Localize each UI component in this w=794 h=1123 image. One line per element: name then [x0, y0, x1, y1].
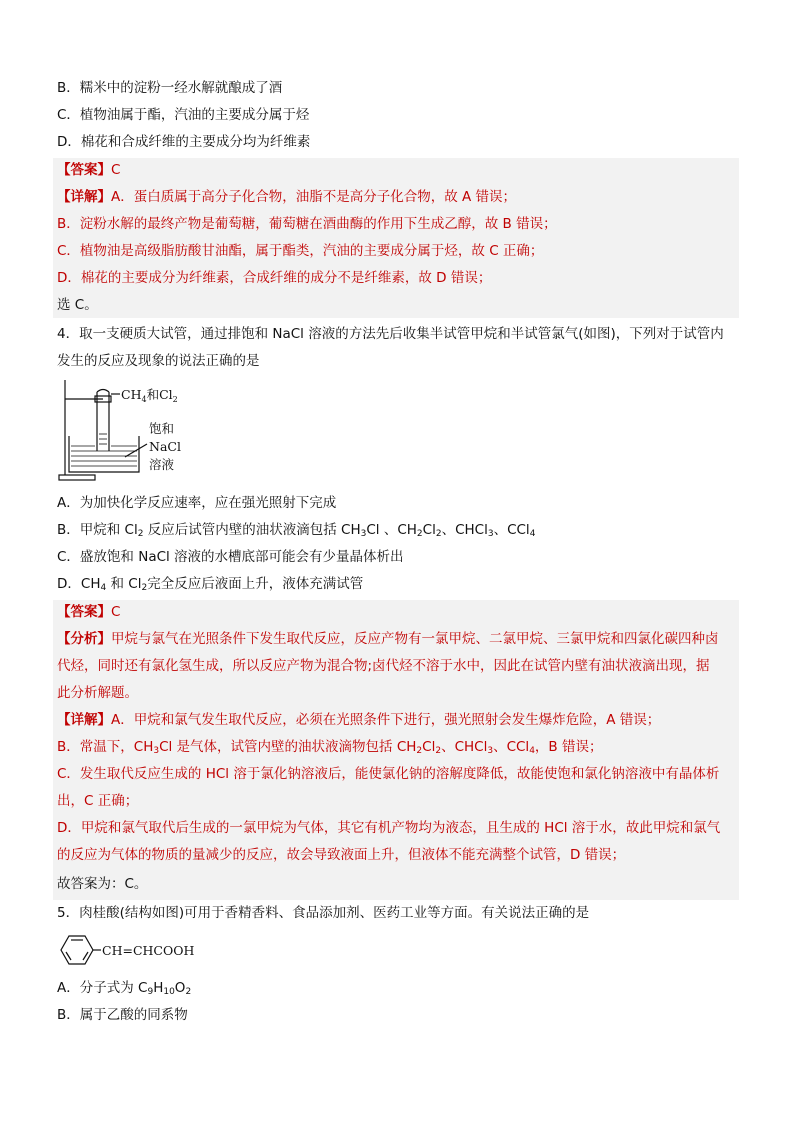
- detail-text: A．蛋白质属于高分子化合物，油脂不是高分子化合物，故 A 错误；: [111, 189, 517, 205]
- q4-option-d: D．$CH_4$ 和 $Cl_2$完全反应后液面上升，液体充满试管: [57, 576, 364, 593]
- q4-analysis-line3: 此分析解题。: [57, 685, 138, 701]
- q4-detail-c1: C．发生取代反应生成的 HCl 溶于氯化钠溶液后，能使氯化钠的溶解度降低，故能使饱和氯化钠溶液中有晶体析: [57, 766, 720, 782]
- q4-answer: [57, 602, 120, 622]
- q3-option-b: B．糯米中的淀粉一经水解就酿成了酒: [57, 80, 283, 96]
- q4-stem-line2: 发生的反应及现象的说法正确的是: [57, 353, 260, 369]
- answer-value: C: [111, 162, 121, 178]
- q5-option-a: A．分子式为 $C_9H_{10}O_2$: [57, 980, 192, 997]
- q4-analysis-line2: 代烃，同时还有氯化氢生成，所以反应产物为混合物;卤代烃不溶于水中，因此在试管内壁有油状液滴出现，据: [57, 658, 710, 674]
- answer-tag: 【答案】: [57, 604, 111, 620]
- q4-option-a: A．为加快化学反应速率，应在强光照射下完成: [57, 495, 337, 511]
- analysis-tag: 【分析】: [57, 631, 111, 647]
- gas-label: $CH_4$和$Cl_2$: [121, 387, 178, 404]
- q3-answer: [57, 160, 120, 180]
- q3-choose: 选 C。: [57, 297, 98, 313]
- detail-text: A．甲烷和氯气发生取代反应，必须在光照条件下进行，强光照射会发生爆炸危险，A 错误；: [111, 712, 661, 728]
- q3-option-d: D．棉花和合成纤维的主要成分均为纤维素: [57, 134, 311, 150]
- q3-answer-panel: [53, 158, 739, 318]
- answer-value: C: [111, 604, 121, 620]
- solution-hatching: [71, 434, 137, 466]
- q4-apparatus-figure: [57, 378, 197, 484]
- solution-label-1: 饱和: [149, 421, 175, 436]
- q4-option-b: B．甲烷和 $Cl_2$ 反应后试管内壁的油状液滴包括 $CH_3Cl$ 、$CH_2Cl_2$、CHCl$_3$、CCl$_4$: [57, 522, 536, 539]
- q5-cinnamic-acid-structure: [57, 930, 207, 970]
- analysis-text: 甲烷与氯气在光照条件下发生取代反应，反应产物有一氯甲烷、二氯甲烷、三氯甲烷和四氯化碳四种卤: [111, 631, 719, 647]
- q3-detail-a: [57, 187, 516, 207]
- q4-detail-d1: D．甲烷和氯气取代后生成的一氯甲烷为气体，其它有机产物均为液态，且生成的 HCl 溶于水，故此甲烷和氯气: [57, 820, 721, 836]
- q4-detail-a: [57, 710, 660, 730]
- solution-label-3: 溶液: [149, 457, 175, 472]
- detail-tag: 【详解】: [57, 712, 111, 728]
- q4-conclusion: 故答案为：C。: [57, 876, 148, 892]
- q4-option-c: C．盛放饱和 NaCl 溶液的水槽底部可能会有少量晶体析出: [57, 549, 404, 565]
- q5-option-b: B．属于乙酸的同系物: [57, 1007, 188, 1023]
- q4-detail-b: B．常温下，$CH_3Cl$ 是气体，试管内壁的油状液滴物包括 $CH_2Cl_2$、CHCl$_3$、CCl$_4$，B 错误；: [57, 739, 603, 756]
- q3-option-c: C．植物油属于酯，汽油的主要成分属于烃: [57, 107, 310, 123]
- answer-tag: 【答案】: [57, 162, 111, 178]
- q4-detail-d2: 的反应为气体的物质的量减少的反应，故会导致液面上升，但液体不能充满整个试管，D 错误；: [57, 847, 626, 863]
- q3-detail-d: D．棉花的主要成分为纤维素，合成纤维的成分不是纤维素，故 D 错误；: [57, 270, 492, 286]
- q5-stem: 5．肉桂酸(结构如图)可用于香精香料、食品添加剂、医药工业等方面。有关说法正确的是: [57, 905, 590, 921]
- solution-label-2: NaCl: [149, 439, 181, 454]
- detail-tag: 【详解】: [57, 189, 111, 205]
- water-trough: [69, 436, 139, 472]
- q3-detail-b: B．淀粉水解的最终产物是葡萄糖，葡萄糖在酒曲酶的作用下生成乙醇，故 B 错误；: [57, 216, 557, 232]
- q4-detail-c2: 出，C 正确；: [57, 793, 139, 809]
- q4-analysis-line1: [57, 629, 719, 649]
- stand-base: [59, 475, 95, 480]
- structure-label: CH=CHCOOH: [102, 943, 195, 958]
- q3-detail-c: C．植物油是高级脂肪酸甘油酯，属于酯类，汽油的主要成分属于烃，故 C 正确；: [57, 243, 544, 259]
- q4-stem-line1: 4．取一支硬质大试管，通过排饱和 NaCl 溶液的方法先后收集半试管甲烷和半试管氯气(如图)，下列对于试管内: [57, 326, 724, 342]
- benzene-ring: [61, 936, 101, 964]
